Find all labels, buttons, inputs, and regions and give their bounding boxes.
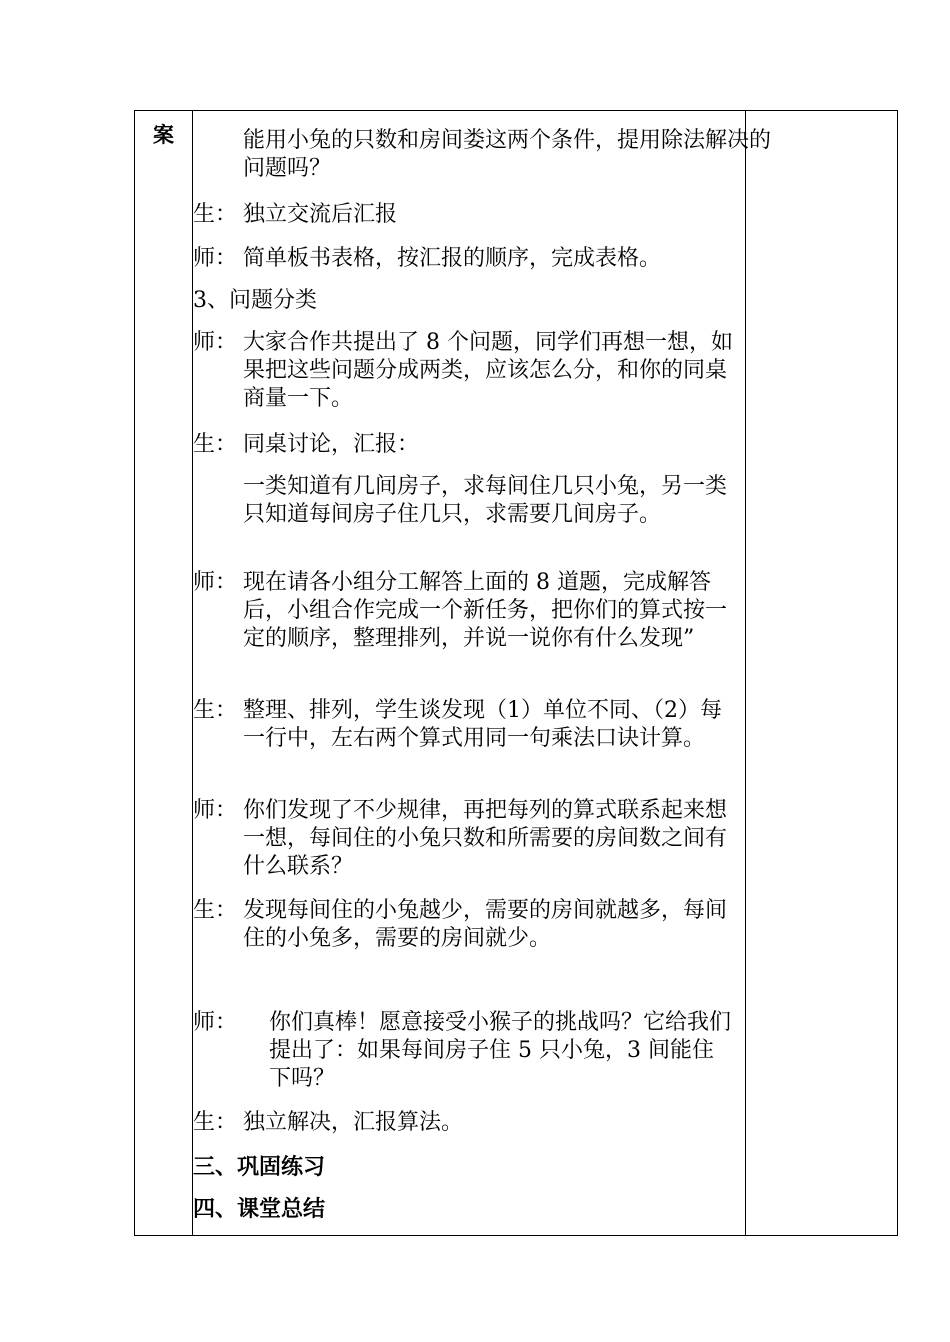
section-heading: 四、课堂总结 bbox=[193, 1196, 326, 1222]
paragraph: 生： 独立解决，汇报算法。 bbox=[193, 1110, 464, 1135]
side-label: 案 bbox=[153, 122, 174, 147]
paragraph: 师： 简单板书表格，按汇报的顺序，完成表格。 bbox=[193, 246, 662, 271]
paragraph: 师： 大家合作共提出了 8 个问题，同学们再想一想，如果把这些问题分成两类，应该怎么分，和你的同桌商量一下。 bbox=[193, 330, 733, 411]
paragraph: 生： 发现每间住的小兔越少，需要的房间就越多，每间住的小兔多，需要的房间就少。 bbox=[193, 898, 728, 951]
paragraph: 师： 现在请各小组分工解答上面的 8 道题，完成解答后，小组合作完成一个新任务，把你们的算式按一定的顺序，整理排列，并说一说你有什么发现” bbox=[193, 570, 728, 651]
paragraph: 师： 你们真棒！愿意接受小猴子的挑战吗？它给我们提出了：如果每间房子住 5 只小兔，3 间能住下吗？ bbox=[193, 1010, 732, 1091]
paragraph: 生： 独立交流后汇报 bbox=[193, 202, 398, 227]
paragraph: 生： 整理、排列，学生谈发现（1）单位不同、（2）每一行中，左右两个算式用同一句乘法口诀计算。 bbox=[193, 698, 722, 751]
column-divider bbox=[745, 111, 746, 1235]
paragraph: 3、问题分类 bbox=[193, 288, 317, 313]
section-heading: 三、巩固练习 bbox=[193, 1154, 326, 1180]
paragraph: 一类知道有几间房子，求每间住几只小兔，另一类只知道每间房子住几只，求需要几间房子。 bbox=[243, 474, 728, 527]
paragraph: 师： 你们发现了不少规律，再把每列的算式联系起来想一想，每间住的小兔只数和所需要的房间数之间有什么联系？ bbox=[193, 798, 728, 879]
lesson-plan-table bbox=[134, 110, 898, 1236]
paragraph: 生： 同桌讨论，汇报： bbox=[193, 432, 420, 457]
paragraph: 能用小兔的只数和房间娄这两个条件，提用除法解决的问题吗？ bbox=[243, 128, 772, 181]
